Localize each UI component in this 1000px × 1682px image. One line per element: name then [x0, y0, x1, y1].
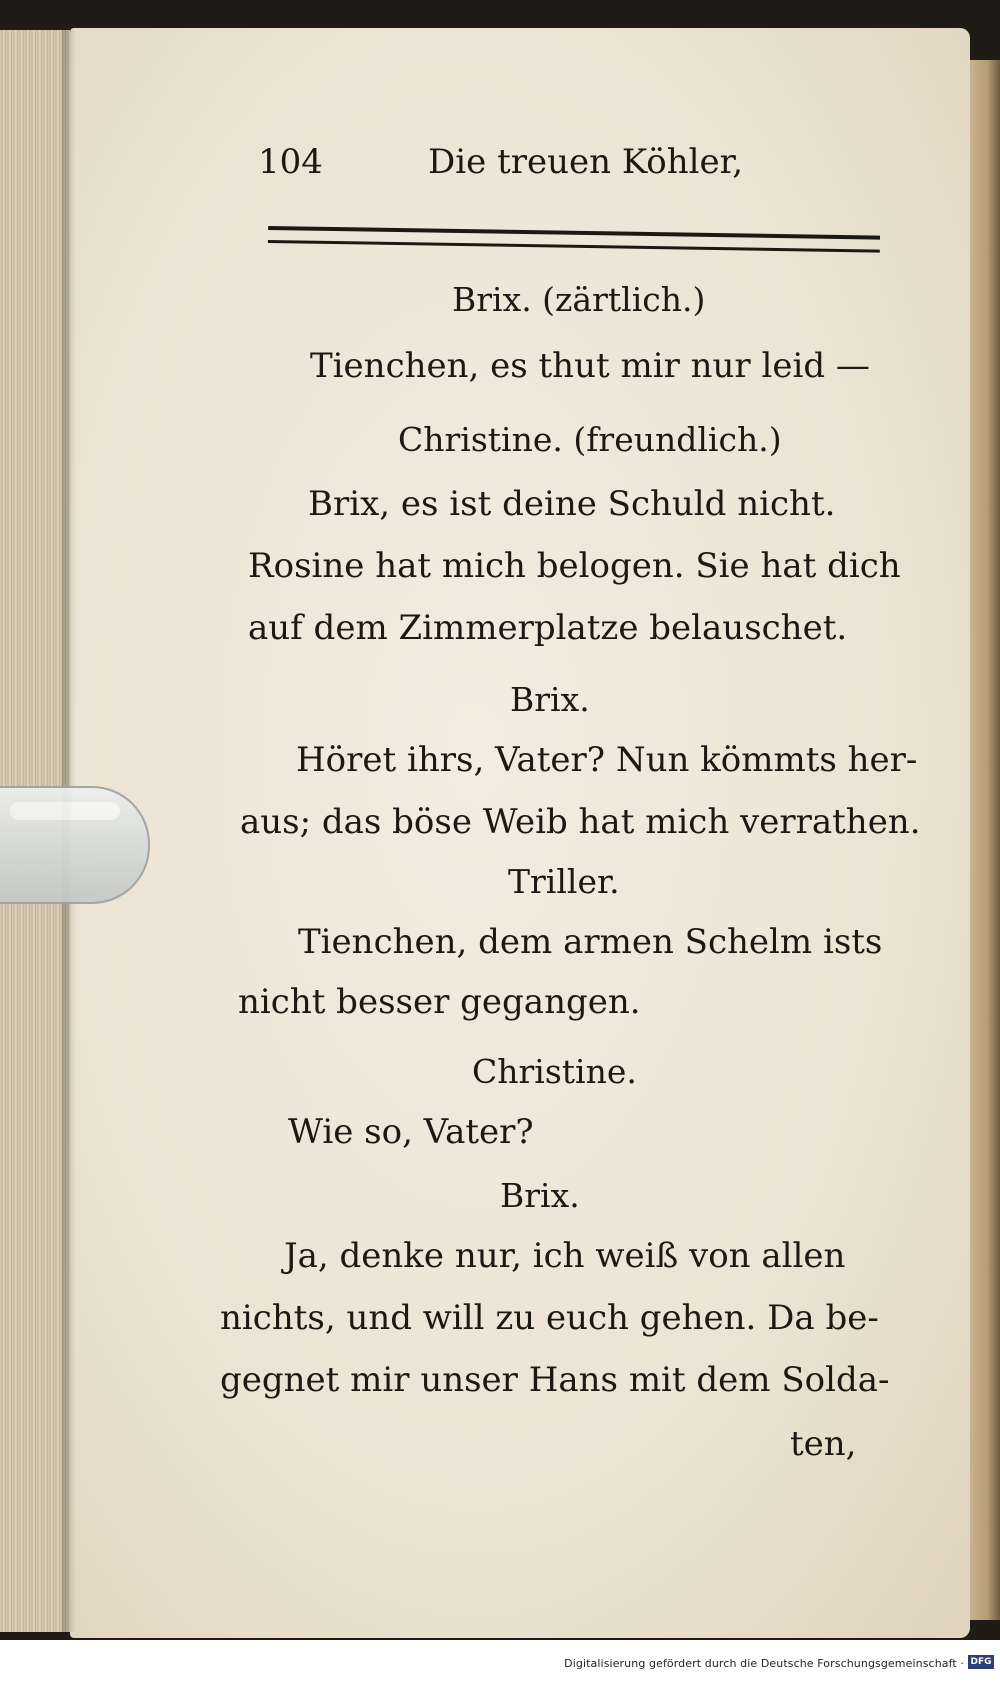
text-line: nicht besser gegangen. — [238, 982, 641, 1022]
speaker-label: Brix. — [500, 1176, 580, 1215]
text-line: Brix, es ist deine Schuld nicht. — [308, 484, 836, 524]
text-line: Höret ihrs, Vater? Nun kömmts her- — [296, 740, 918, 780]
text-line: Ja, denke nur, ich weiß von allen — [284, 1236, 846, 1276]
book-right-edge — [968, 60, 1000, 1620]
catchword: ten, — [790, 1424, 857, 1464]
text-line: Wie so, Vater? — [288, 1112, 534, 1152]
text-line: Tienchen, dem armen Schelm ists — [298, 922, 883, 962]
text-line: nichts, und will zu euch gehen. Da be- — [220, 1298, 879, 1338]
text-line: Tienchen, es thut mir nur leid — — [310, 346, 870, 386]
running-head: Die treuen Köhler, — [428, 142, 743, 182]
speaker-label: Christine. — [472, 1052, 637, 1091]
page-clip — [0, 786, 150, 904]
speaker-label: Christine. (freundlich.) — [398, 420, 782, 459]
speaker-label: Brix. — [510, 680, 590, 719]
page-number: 104 — [258, 142, 323, 182]
text-line: Rosine hat mich belogen. Sie hat dich — [248, 546, 901, 586]
text-line: gegnet mir unser Hans mit dem Solda- — [220, 1360, 890, 1400]
speaker-label: Triller. — [508, 862, 620, 901]
text-line: auf dem Zimmerplatze belauschet. — [248, 608, 848, 648]
text-line: aus; das böse Weib hat mich verrathen. — [240, 802, 921, 842]
digitization-credit: Digitalisierung gefördert durch die Deutsche Forschungsgemeinschaft · — [564, 1657, 964, 1670]
speaker-label: Brix. (zärtlich.) — [452, 280, 706, 319]
dfg-logo: DFG — [968, 1655, 994, 1669]
